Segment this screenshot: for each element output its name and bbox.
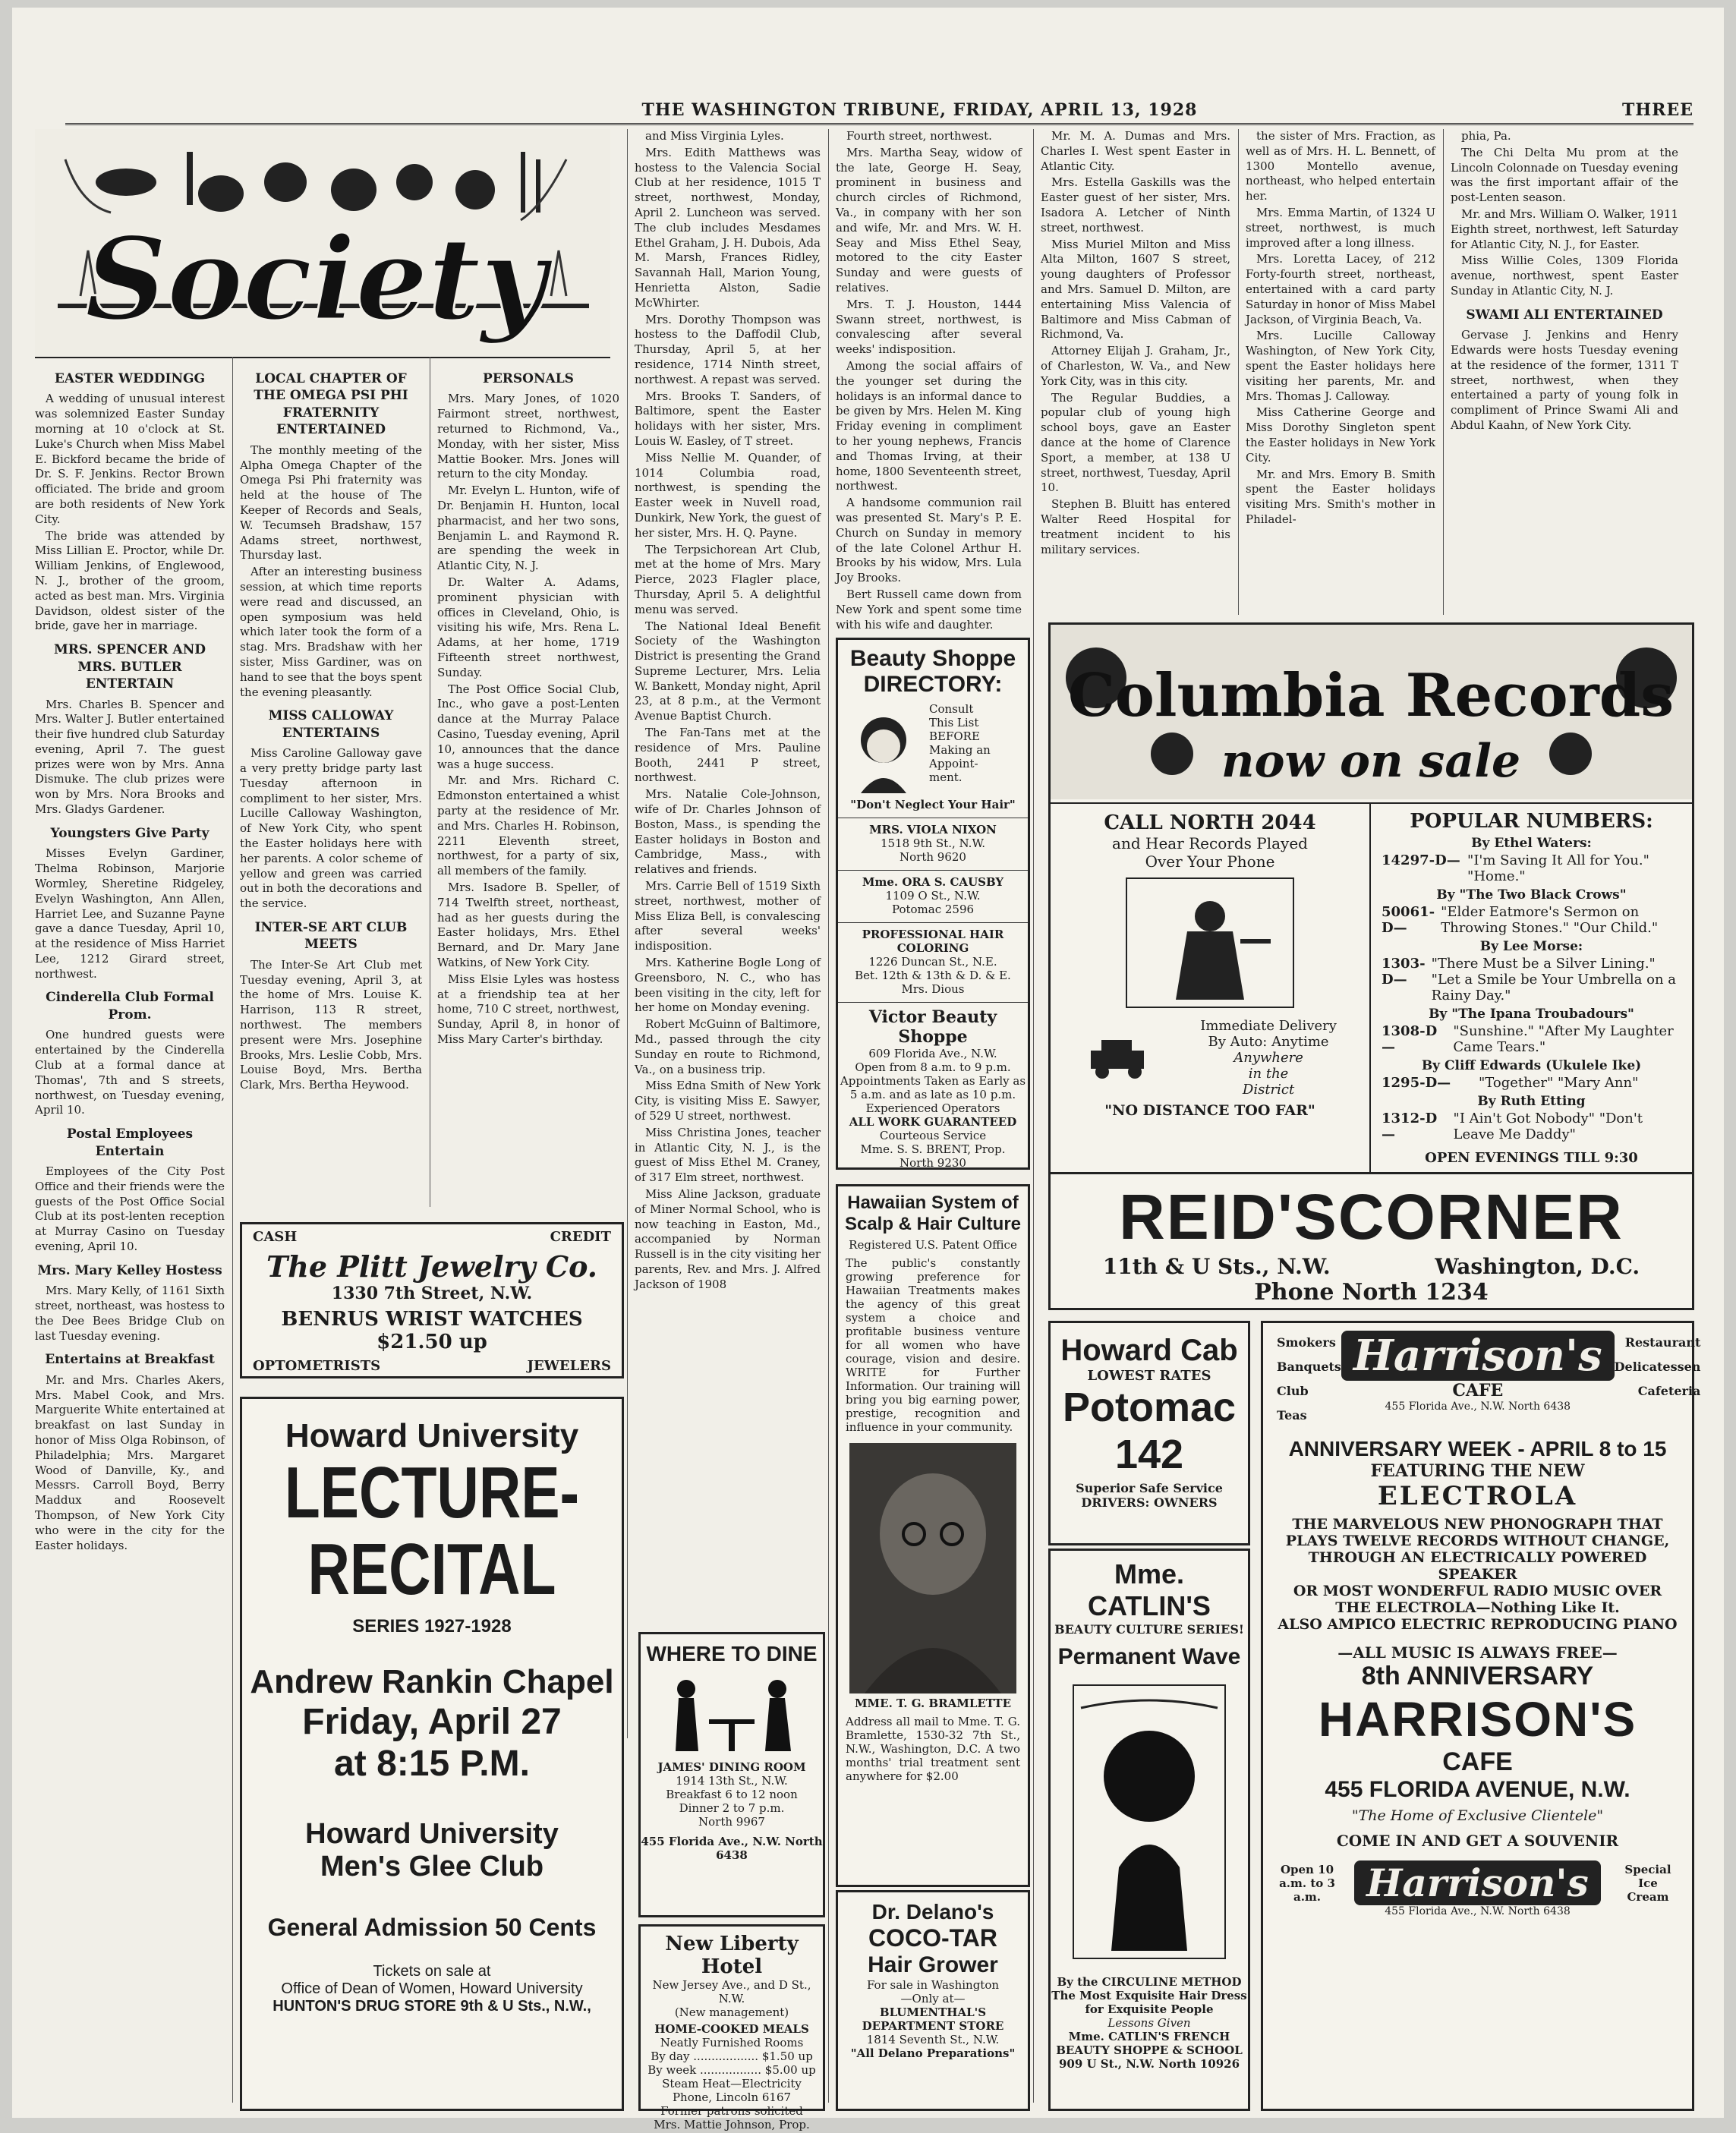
- woman-on-phone-illustration: [1111, 871, 1309, 1015]
- article-text: Mrs. Mary Jones, of 1020 Fairmont street, northwest, returned to Richmond, Va., Monday, with her sister, Miss Mattie Booker. Mrs. Jones will return to the city Monday.: [437, 392, 619, 481]
- ad-text: 1914 13th St., N.W.: [676, 1774, 788, 1788]
- ad-title: Dr. Delano's: [871, 1900, 994, 1923]
- column-rule: [1238, 129, 1239, 615]
- column-7: [1246, 129, 1435, 615]
- ad-text: Registered U.S. Patent Office: [849, 1238, 1017, 1252]
- article-text: Mrs. Charles B. Spencer and Mrs. Walter J. Butler entertained their five hundred club Saturday evening, April 7. The guest prizes were won by Mrs. Anna Dismuke. The club prizes were won by Mrs. Nora Brooks and Mrs. Gladys Gardener.: [35, 697, 225, 817]
- article-text: The Inter-Se Art Club met Tuesday evening, April 3, at the home of Mrs. Louise K. Harrison, 113 R street, northwest. The members present were Mrs. Josephine Brooks, Mrs. Leslie Cobb, Mrs. Louise Boyd, Mrs. Bertha Clark, Mrs. Bertha Heywood.: [240, 957, 422, 1092]
- dining-couple-illustration: [648, 1666, 815, 1757]
- ad-text: By day .................. $1.50 up: [651, 2050, 813, 2063]
- column-8: [1451, 129, 1678, 615]
- ad-text: CASH: [253, 1229, 298, 1245]
- ad-text: —ALL MUSIC IS ALWAYS FREE—: [1337, 1643, 1618, 1662]
- hawaiian-system-ad: [836, 1184, 1030, 1887]
- column-rule: [232, 357, 233, 2103]
- ad-text: Neatly Furnished Rooms: [660, 2036, 804, 2050]
- ad-text: Smokers: [1277, 1335, 1336, 1350]
- masthead: [65, 97, 1693, 125]
- ad-title: WHERE TO DINE: [646, 1642, 818, 1665]
- ad-text: Phone North 1234: [1254, 1279, 1489, 1306]
- plitt-jewelry-ad: [240, 1222, 624, 1378]
- ad-text: Banquets: [1277, 1360, 1341, 1374]
- ad-title: COCO-TAR: [868, 1924, 998, 1952]
- ad-text: 455 Florida Ave., N.W. North 6438: [1385, 1400, 1571, 1413]
- ad-text: 1226 Duncan St., N.E.: [868, 955, 997, 969]
- article-text: Mrs. Martha Seay, widow of the late, George H. Seay, prominent in business and church circles of Richmond, Va., in company with her son and wife, Mr. and Mrs. W. H. Seay and Miss Ethel Seay, motored to the city Easter Sunday and were guests of relatives.: [836, 145, 1022, 295]
- headline: Mrs. Mary Kelley Hostess: [37, 1262, 222, 1278]
- ad-text: "Don't Neglect Your Hair": [850, 798, 1016, 811]
- ad-text: OR MOST WONDERFUL RADIO MUSIC OVER: [1293, 1583, 1662, 1599]
- article-text: Robert McGuinn of Baltimore, Md., passed through the city Sunday en route to Richmond, Va., on a business trip.: [635, 1017, 821, 1076]
- ad-title: Howard Cab: [1060, 1334, 1238, 1367]
- portrait-photo: [849, 1443, 1016, 1693]
- record-number: 1312-D—: [1382, 1111, 1438, 1142]
- ad-text: COME IN AND GET A SOUVENIR: [1336, 1832, 1619, 1850]
- ad-text: 455 Florida Ave., N.W. North 6438: [641, 1835, 823, 1862]
- column-1: [35, 363, 225, 2109]
- article-text: Mrs. Edith Matthews was hostess to the Valencia Social Club at her residence, 1015 T street, northwest, Monday, April 2. Luncheon was served. The club includes Mesdames Ethel Graham, J. H. Dubois, Ada M. Marsh, Frances Ridley, Savannah Hall, Marion Young, Henrietta Alston, Sadie McWhirter.: [635, 145, 821, 310]
- ad-text: New Jersey Ave., and D St., N.W.: [652, 1978, 811, 2005]
- column-6: [1041, 129, 1230, 615]
- ad-text: Andrew Rankin Chapel: [250, 1662, 614, 1700]
- ad-text: North 9620: [900, 850, 966, 864]
- column-5: [836, 129, 1022, 630]
- article-text: Fourth street, northwest.: [846, 129, 992, 143]
- ad-text: By Ruth Etting: [1477, 1094, 1586, 1109]
- record-number: 50061-D—: [1382, 904, 1435, 936]
- ad-text: OPEN EVENINGS TILL 9:30: [1425, 1150, 1638, 1166]
- ad-text: Experienced Operators: [865, 1101, 1000, 1115]
- article-text: Mrs. Mary Kelly, of 1161 Sixth street, northeast, was hostess to the Dee Bees Bridge Club on last Tuesday evening.: [35, 1284, 225, 1343]
- article-text: The Fan-Tans met at the residence of Mrs. Pauline Booth, 2441 P street, northwest.: [635, 726, 821, 785]
- ad-text: HOME-COOKED MEALS: [654, 2022, 809, 2036]
- newspaper-page: [12, 8, 1724, 2131]
- headline: MISS CALLOWAY ENTERTAINS: [268, 708, 394, 741]
- article-text: Mrs. Dorothy Thompson was hostess to the Daffodil Club, Thursday, April 5, at her residence, 1714 Ninth street, northwest. A repast was served.: [635, 312, 821, 386]
- headline: MRS. SPENCER AND MRS. BUTLER ENTERTAIN: [53, 642, 206, 692]
- ad-text: Washington, D.C.: [1435, 1254, 1640, 1279]
- ad-title: Permanent Wave: [1057, 1644, 1241, 1669]
- headline: Entertains at Breakfast: [45, 1352, 215, 1368]
- ad-text: 909 U St., N.W. North 10926: [1058, 2057, 1240, 2071]
- ad-text: Over Your Phone: [1145, 852, 1275, 871]
- record-title: "Elder Eatmore's Sermon on Throwing Stones." "Our Child.": [1441, 904, 1659, 936]
- article-text: Mrs. Katherine Bogle Long of Greensboro, N. C., who has been visiting in the city, left for her home on Monday evening.: [635, 956, 821, 1015]
- howard-lecture-ad: [240, 1397, 624, 2111]
- ad-title: Potomac: [1062, 1385, 1237, 1430]
- ad-text: BEFORE: [929, 729, 980, 743]
- ad-title: Hawaiian System of Scalp & Hair Culture: [844, 1193, 1022, 1234]
- ad-text: 8th ANNIVERSARY: [1361, 1662, 1594, 1690]
- ad-text: ANNIVERSARY WEEK - APRIL 8 to 15: [1288, 1437, 1667, 1460]
- ad-text: —Only at—: [900, 1992, 966, 2005]
- howard-cab-ad: [1048, 1321, 1250, 1545]
- woman-silhouette-illustration: [1066, 1678, 1233, 1966]
- ad-text: "All Delano Preparations": [850, 2046, 1016, 2060]
- article-text: Miss Edna Smith of New York City, is visiting Miss E. Sawyer, of 529 U street, northwest.: [635, 1079, 821, 1123]
- ad-text: JAMES' DINING ROOM: [657, 1760, 806, 1774]
- record-title: "I'm Saving It All for You." "Home.": [1467, 852, 1649, 884]
- headline: EASTER WEDDINGG: [54, 371, 206, 386]
- ad-text: Mrs. Dious: [901, 982, 965, 996]
- ad-text: North 9967: [698, 1815, 765, 1829]
- article-text: Miss Caroline Galloway gave a very pretty bridge party last Tuesday afternoon in compliment to her sister, Mrs. Lucille Calloway Washington, of New York City, who spent the Easter holidays here with her parents. A color scheme of yellow and green was carried out in both the decorations and the service.: [240, 746, 422, 911]
- ad-text: 1330 7th Street, N.W.: [331, 1284, 533, 1303]
- column-rule: [828, 129, 829, 2103]
- society-illustration: [35, 129, 610, 357]
- ad-text: Appoint-: [929, 757, 978, 770]
- ad-text: Mme. ORA S. CAUSBY: [838, 870, 1028, 889]
- ad-text: CAFE: [1442, 1747, 1513, 1776]
- ad-text: MRS. VIOLA NIXON: [838, 818, 1028, 837]
- automobile-icon: [1083, 1035, 1159, 1081]
- article-text: The Chi Delta Mu prom at the Lincoln Colonnade on Tuesday evening was the first important affair of the post-Lenten season.: [1451, 145, 1678, 205]
- ad-text: By Auto: Anytime: [1208, 1034, 1329, 1050]
- article-text: Mrs. Natalie Cole-Johnson, wife of Dr. Charles Johnson of Boston, Mass., is spending the Easter holidays in Boston and Cambridge, Mass., with relatives and friends.: [635, 787, 821, 877]
- ad-text: District: [1242, 1082, 1295, 1098]
- society-title: Society: [84, 213, 547, 346]
- ad-text: ELECTROLA: [1377, 1481, 1578, 1511]
- article-text: Mrs. Loretta Lacey, of 212 Forty-fourth street, northeast, entertained with a card party Saturday in honor of Miss Mabel Jackson, of Virginia Beach, Va.: [1246, 252, 1435, 326]
- article-text: Mr. M. A. Dumas and Mrs. Charles I. West spent Easter in Atlantic City.: [1041, 129, 1230, 173]
- article-text: Mr. and Mrs. Charles Akers, Mrs. Mabel Cook, and Mrs. Marguerite White entertained at breakfast on last Sunday in honor of Miss Olga Robinson, of Philadelphia; Mrs. Margaret Wood of Danville, Ky., and Messrs. Carroll Boyd, Berry Maddux and Roosevelt Thompson, of New York City who were in the city for the Easter holidays.: [35, 1372, 225, 1552]
- ad-title: REID'SCORNER: [1119, 1181, 1624, 1252]
- headline: Youngsters Give Party: [50, 825, 210, 841]
- columbia-header-illustration: [1051, 625, 1692, 799]
- ad-text: By Lee Morse:: [1479, 939, 1583, 954]
- article-text: A wedding of unusual interest was solemnized Easter Sunday morning at 10 o'clock at St. Luke's Church when Miss Mabel E. Bickford became the bride of Dr. S. F. Jenkins. Rector Brown officiated. The bride and groom are both residents of New York City.: [35, 392, 225, 526]
- ad-text: at 8:15 P.M.: [334, 1743, 530, 1784]
- ad-text: Immediate Delivery: [1200, 1018, 1337, 1034]
- ad-text: Cafeteria: [1637, 1384, 1701, 1398]
- ad-text: By Ethel Waters:: [1471, 836, 1592, 851]
- ad-title: now on sale: [1221, 735, 1521, 788]
- record-title: "Sunshine." "After My Laughter Came Tears.": [1453, 1023, 1674, 1055]
- ad-title: HARRISON'S: [1318, 1692, 1637, 1747]
- ad-text: 1814 Seventh St., N.W.: [866, 2033, 1000, 2046]
- article-text: Miss Willie Coles, 1309 Florida avenue, northwest, spent Easter Sunday in Atlantic City, N. J.: [1451, 254, 1678, 298]
- ad-title: Harrison's: [1341, 1331, 1615, 1381]
- ad-text: Consult: [929, 702, 974, 716]
- ad-text: Bet. 12th & 13th & D. & E.: [855, 969, 1011, 982]
- ad-text: 11th & U Sts., N.W.: [1102, 1254, 1331, 1279]
- ad-text: Special Ice Cream: [1624, 1862, 1671, 1904]
- article-text: Miss Elsie Lyles was hostess at a friendship tea at her home, 710 C street, northwest, Sunday, April 8, in honor of Miss Mary Carter's birthday.: [437, 972, 619, 1046]
- article-text: Dr. Walter A. Adams, prominent physician with offices in Cleveland, Ohio, is visiting his wife, Mrs. Rena L. Adams, at her home, 1719 Fifteenth street northwest, Sunday.: [437, 575, 619, 679]
- ad-text: Howard University: [285, 1417, 579, 1454]
- ad-title: Mme. CATLIN'S: [1088, 1558, 1211, 1621]
- ad-text: Open from 8 a.m. to 9 p.m.: [855, 1060, 1011, 1074]
- article-text: Miss Catherine George and Miss Dorothy Singleton spent the Easter holidays in New York City.: [1246, 405, 1435, 465]
- ad-text: Howard University: [305, 1817, 559, 1850]
- ad-text: THROUGH AN ELECTRICALLY POWERED: [1308, 1549, 1647, 1566]
- columbia-records-ad: [1048, 622, 1694, 1310]
- ad-text: Breakfast 6 to 12 noon: [666, 1788, 798, 1801]
- ad-text: 1518 9th St., N.W.: [880, 837, 986, 850]
- ad-text: SERIES 1927-1928: [352, 1615, 512, 1637]
- ad-text: 455 Florida Ave., N.W. North 6438: [1385, 1905, 1571, 1917]
- ad-text: CREDIT: [550, 1229, 611, 1245]
- ad-text: POPULAR NUMBERS:: [1410, 810, 1653, 833]
- article-text: Bert Russell came down from New York and spent some time with his wife and daughter.: [836, 587, 1022, 632]
- ad-text: and Hear Records Played: [1112, 834, 1308, 852]
- ad-text: 1109 O St., N.W.: [885, 889, 981, 903]
- ad-title: Hair Grower: [868, 1952, 998, 1977]
- ad-text: By week ................. $5.00 up: [647, 2063, 816, 2077]
- delano-coco-tar-ad: [836, 1890, 1030, 2111]
- article-text: Mr. and Mrs. William O. Walker, 1911 Eighth street, northwest, left Saturday for Atlantic City, N. J., for Easter.: [1451, 206, 1678, 251]
- where-to-dine-ad: [638, 1632, 825, 1917]
- article-text: Mrs. Brooks T. Sanders, of Baltimore, spent the Easter holidays with her sister, Mrs. Louis W. Easley, of T street.: [635, 389, 821, 448]
- liberty-hotel-ad: [638, 1924, 825, 2131]
- record-number: 1303-D—: [1382, 956, 1426, 988]
- article-text: The bride was attended by Miss Lillian E. Proctor, while Dr. William Jenkins, of Englewood, N. J., brother of the groom, acted as best man. Mrs. Virginia Davidson, oldest sister of the bride, gave her in marriage.: [35, 528, 225, 633]
- ad-text: Steam Heat—Electricity: [662, 2077, 802, 2090]
- ad-text: Appointments Taken as Early as 5 a.m. and as late as 10 p.m.: [840, 1074, 1026, 1101]
- ad-text: 609 Florida Ave., N.W.: [868, 1047, 997, 1060]
- page-number: THREE: [1622, 100, 1693, 120]
- ad-text: Former patrons solicited: [660, 2104, 803, 2118]
- article-text: Mrs. Isadore B. Speller, of 714 Twelfth street, northeast, had as her guests during the Easter holidays, Mrs. Ethel Bernard, and Dr. Mary Jane Watkins, of New York City.: [437, 880, 619, 969]
- ad-title: DIRECTORY:: [863, 672, 1003, 697]
- woman-portrait-icon: [846, 702, 922, 793]
- column-3: [437, 363, 619, 1198]
- harrisons-cafe-ad: [1261, 1321, 1701, 2111]
- ad-text: ALL WORK GUARANTEED: [849, 1115, 1017, 1129]
- article-text: Stephen B. Bluitt has entered Walter Reed Hospital for treatment incident to his military services.: [1041, 497, 1230, 556]
- ad-title: Harrison's: [1354, 1860, 1601, 1905]
- article-text: Miss Christina Jones, teacher in Atlantic City, N. J., is the guest of Miss Ethel M. Craney, of 317 Elm street, northwest.: [635, 1125, 821, 1185]
- article-text: The Terpsichorean Art Club, met at the home of Mrs. Mary Pierce, 2023 Flagler place, Thursday, April 5. A delightful menu was served.: [635, 542, 821, 616]
- column-rule: [1443, 129, 1444, 615]
- article-text: the sister of Mrs. Fraction, as well as of Mrs. H. L. Bennett, of 1300 Montello avenue, northeast, who helped entertain her.: [1246, 129, 1435, 203]
- headline: INTER-SE ART CLUB MEETS: [254, 919, 408, 953]
- ad-text: DRIVERS: OWNERS: [1081, 1495, 1218, 1510]
- ad-text: 455 FLORIDA AVENUE, N.W.: [1325, 1777, 1630, 1802]
- ad-text: Potomac 2596: [891, 903, 975, 916]
- article-text: Mrs. Estella Gaskills was the Easter guest of her sister, Mrs. Isadora A. Letcher of Ninth street, northwest.: [1041, 175, 1230, 235]
- ad-text: CAFE: [1452, 1381, 1504, 1400]
- ad-text: Mme. CATLIN'S FRENCH: [1068, 2030, 1230, 2043]
- ad-title: New Liberty Hotel: [665, 1933, 799, 1978]
- ad-text: Mrs. Mattie Johnson, Prop.: [654, 2118, 810, 2131]
- ad-text: "The Home of Exclusive Clientele": [1351, 1807, 1604, 1824]
- ad-text: Victor Beauty Shoppe: [838, 1002, 1028, 1047]
- ad-text: Open 10 a.m. to 3 a.m.: [1279, 1862, 1335, 1904]
- ad-text: Phone, Lincoln 6167: [672, 2090, 792, 2104]
- ad-text: By the CIRCULINE METHOD: [1057, 1975, 1242, 1989]
- headline: Postal Employees Entertain: [66, 1126, 194, 1159]
- ad-text: PLAYS TWELVE RECORDS WITHOUT CHANGE,: [1285, 1533, 1670, 1549]
- ad-text: Men's Glee Club: [320, 1850, 544, 1883]
- article-text: After an interesting business session, at which time reports were read and discussed, an open symposium was held which later took the form of a stag. Mrs. Bradshaw with her sister, Miss Gardiner, was on hand to see that the boys spent the evening pleasantly.: [240, 565, 422, 699]
- article-text: Attorney Elijah J. Graham, Jr., of Charleston, W. Va., and New York City, was in this city.: [1041, 344, 1230, 388]
- article-text: Mr. and Mrs. Richard C. Edmonston entertained a whist party at the residence of Mr. and Mrs. Charles H. Robinson, 2211 Eleventh street, northwest, for a party of six, all members of the family.: [437, 773, 619, 878]
- article-text: Employees of the City Post Office and their friends were the guests of the Post Office Social Club at its post-lenten reception at Murray Casino on Tuesday evening, April 10.: [35, 1164, 225, 1253]
- record-number: 1308-D—: [1382, 1023, 1438, 1055]
- ad-text: BLUMENTHAL'S: [879, 2005, 987, 2019]
- ad-text: PROFESSIONAL HAIR COLORING: [838, 922, 1028, 955]
- ad-text: BENRUS WRIST WATCHES $21.50 up: [281, 1308, 583, 1353]
- ad-text: For sale in Washington: [866, 1978, 1000, 1992]
- society-banner: [35, 129, 610, 358]
- article-text: Miss Aline Jackson, graduate of Miner Normal School, who is now teaching in Easton, Md., accompanied by Norman Russell is in the city visiting her parents, Rev. and Mrs. J. Alfred Jackson of 1908: [635, 1186, 821, 1291]
- ad-text: Restaurant: [1624, 1335, 1701, 1350]
- record-title: "I Ain't Got Nobody" "Don't Leave Me Daddy": [1453, 1111, 1643, 1142]
- ad-text: Making an: [929, 743, 991, 757]
- column-rule: [1033, 129, 1034, 2103]
- article-text: Mrs. Emma Martin, of 1324 U street, northwest, is much improved after a long illness.: [1246, 205, 1435, 250]
- ad-text: By "The Two Black Crows": [1436, 887, 1627, 903]
- ad-text: ALSO AMPICO ELECTRIC REPRODUCING PIANO: [1278, 1616, 1678, 1633]
- ad-title: The Plitt Jewelry Co.: [266, 1249, 598, 1284]
- article-text: One hundred guests were entertained by the Cinderella Club at a formal dance at Thomas', 7th and S streets, northwest, on Tuesday evening, April 10.: [35, 1028, 225, 1117]
- record-number: 1295-D—: [1382, 1075, 1451, 1091]
- masthead-title: THE WASHINGTON TRIBUNE, FRIDAY, APRIL 13, 1928: [641, 100, 1198, 120]
- article-text: Mr. Evelyn L. Hunton, wife of Dr. Benjamin H. Hunton, local pharmacist, and her two sons, Benjamin L. and Raymond R. are spending the week in Atlantic City, N. J.: [437, 484, 619, 573]
- ad-text: FEATURING THE NEW: [1370, 1461, 1585, 1481]
- article-text: The National Ideal Benefit Society of the Washington District is presenting the Grand Supreme Lecturer, Mrs. Lelia W. Bankett, Monday night, April 23, at 8 p.m., at the Vermont Avenue Baptist Church.: [635, 619, 821, 723]
- ad-title: Columbia Records: [1067, 661, 1675, 730]
- article-text: Misses Evelyn Gardiner, Thelma Robinson, Marjorie Wormley, Sheretine Ridgeley, Evelyn Washington, Ann Allen, Harriet Lee, and Suzanne Payne gave a dance Tuesday, April 10, at the residence of Miss Harriet Lee, 1212 Girard street, northwest.: [35, 846, 225, 981]
- record-number: 14297-D—: [1382, 852, 1460, 868]
- ad-text: Dinner 2 to 7 p.m.: [679, 1801, 785, 1815]
- ad-text: DEPARTMENT STORE: [862, 2019, 1004, 2033]
- headline: PERSONALS: [483, 371, 574, 386]
- column-2: [240, 363, 422, 1198]
- ad-text: JEWELERS: [527, 1358, 611, 1374]
- ad-text: Tickets on sale at: [373, 1962, 491, 1980]
- article-text: The Post Office Social Club, Inc., who gave a post-Lenten dance at the Murray Palace Casino, Tuesday evening, April 10, announces that the dance was a huge success.: [437, 682, 619, 771]
- ad-text: LOWEST RATES: [1087, 1368, 1211, 1384]
- ad-text: "NO DISTANCE TOO FAR": [1104, 1102, 1315, 1119]
- ad-text: MME. T. G. BRAMLETTE: [854, 1697, 1012, 1710]
- article-text: and Miss Virginia Lyles.: [645, 129, 784, 143]
- ad-text: Superior Safe Service: [1076, 1481, 1223, 1495]
- ad-title: LECTURE-: [284, 1452, 580, 1533]
- record-title: "Together" "Mary Ann": [1479, 1075, 1639, 1091]
- headline: SWAMI ALI ENTERTAINED: [1466, 307, 1663, 323]
- ad-text: CALL NORTH 2044: [1104, 811, 1316, 834]
- ad-text: Courteous Service: [879, 1129, 987, 1142]
- ad-text: (New management): [674, 2005, 789, 2019]
- headline: LOCAL CHAPTER OF THE OMEGA PSI PHI FRATERNITY ENTERTAINED: [254, 371, 408, 438]
- ad-text: Lessons Given: [1107, 2016, 1191, 2030]
- ad-text: By Cliff Edwards (Ukulele Ike): [1421, 1058, 1642, 1073]
- ad-text: THE ELECTROLA—Nothing Like It.: [1335, 1599, 1620, 1616]
- ad-text: THE MARVELOUS NEW PHONOGRAPH THAT: [1292, 1516, 1663, 1533]
- ad-text: This List: [929, 716, 979, 729]
- ad-text: in the: [1248, 1066, 1289, 1082]
- article-text: Miss Muriel Milton and Miss Alta Milton, 1607 S street, young daughters of Professor and Mrs. Samuel D. Milton, are entertaining Miss Valencia of Baltimore and Miss Cabman of Richmond, Va.: [1041, 237, 1230, 342]
- ad-title: 142: [1114, 1432, 1184, 1477]
- article-text: Mrs. Lucille Calloway Washington, of New York City, spent the Easter holidays here visiting her parents, Mr. and Mrs. Thomas J. Calloway.: [1246, 329, 1435, 403]
- ad-text: OPTOMETRISTS: [253, 1358, 381, 1374]
- ad-text: The Most Exquisite Hair Dress for Exquisite People: [1051, 1989, 1247, 2016]
- ad-title: RECITAL: [307, 1528, 556, 1610]
- article-text: The monthly meeting of the Alpha Omega Chapter of the Omega Psi Phi fraternity was held at the house of The Keeper of Records and Seals, W. Tecumseh Bradshaw, 157 Adams street, northwest, Thursday last.: [240, 443, 422, 562]
- ad-text: Club Teas: [1277, 1384, 1309, 1423]
- article-text: phia, Pa.: [1461, 129, 1511, 143]
- record-title: "There Must be a Silver Lining." "Let a Smile be Your Umbrella on a Rainy Day.": [1431, 956, 1676, 1003]
- article-text: Mrs. Carrie Bell of 1519 Sixth street, northwest, mother of Miss Eliza Bell, is convalescing after several weeks' indisposition.: [635, 879, 821, 953]
- headline: Cinderella Club Formal Prom.: [46, 990, 214, 1022]
- catlin-beauty-ad: [1048, 1549, 1250, 2111]
- ad-text: BEAUTY CULTURE SERIES!: [1054, 1622, 1244, 1637]
- article-text: Mrs. T. J. Houston, 1444 Swann street, northwest, is convalescing after several weeks' indisposition.: [836, 297, 1022, 357]
- ad-text: North 9230: [900, 1156, 966, 1170]
- ad-text: The public's constantly growing preference for Hawaiian Treatments makes the agency of this great system a choice and profitable business venture for all women who have courage, vision and desire. WRITE for Further Information. Our training will bring you big earning power, prestige, recognition and influence in your community.: [846, 1256, 1020, 1434]
- ad-text: By "The Ipana Troubadours": [1429, 1007, 1634, 1022]
- column-4: [635, 129, 821, 1636]
- ad-text: Delicatessen: [1614, 1360, 1701, 1374]
- article-text: The Regular Buddies, a popular club of young high school boys, gave an Easter dance at the home of Clarence Sport, a member, at 138 U street, northwest, Tuesday, April 10.: [1041, 390, 1230, 495]
- beauty-shoppe-directory-ad: [836, 638, 1030, 1170]
- ad-text: BEAUTY SHOPPE & SCHOOL: [1056, 2043, 1243, 2057]
- column-rule: [627, 129, 628, 1738]
- article-text: Among the social affairs of the younger set during the holidays is an informal dance to be given by Mrs. Helen M. King Friday evening in compliment to her young nephews, Francis and Thomas Irving, at their home, 1800 Seventeenth street, northwest.: [836, 358, 1022, 493]
- ad-text: Office of Dean of Women, Howard University: [281, 1980, 583, 1997]
- ad-text: Address all mail to Mme. T. G. Bramlette, 1530-32 7th St., N.W., Washington, D.C. A two months' trial treatment sent anywhere for $2.00: [846, 1715, 1020, 1783]
- article-text: A handsome communion rail was presented St. Mary's P. E. Church on Sunday in memory of the late Colonel Arthur H. Brooks by his widow, Mrs. Lula Joy Brooks.: [836, 496, 1022, 585]
- article-text: Miss Nellie M. Quander, of 1014 Columbia road, northwest, is spending the Easter week in Nuvell road, Dunkirk, New York, the guest of her sister, Mrs. H. Q. Payne.: [635, 450, 821, 540]
- ad-text: Friday, April 27: [302, 1701, 562, 1742]
- ad-text: General Admission 50 Cents: [267, 1913, 597, 1941]
- ad-text: ment.: [929, 770, 963, 784]
- ad-text: Anywhere: [1233, 1050, 1303, 1066]
- ad-text: HUNTON'S DRUG STORE 9th & U Sts., N.W.,: [273, 1997, 591, 2015]
- ad-text: SPEAKER: [1438, 1566, 1517, 1583]
- ad-text: Mme. S. S. BRENT, Prop.: [860, 1142, 1006, 1156]
- article-text: Mr. and Mrs. Emory B. Smith spent the Easter holidays visiting Mrs. Smith's mother in Philadel-: [1246, 467, 1435, 526]
- ad-title: Beauty Shoppe: [849, 646, 1016, 671]
- article-text: Gervase J. Jenkins and Henry Edwards were hosts Tuesday evening at the residence of the former, 1311 T street, northwest, when they entertained a party of young folk in compliment of Prince Swami Ali and Abdul Kaahn, of New York City.: [1451, 328, 1678, 432]
